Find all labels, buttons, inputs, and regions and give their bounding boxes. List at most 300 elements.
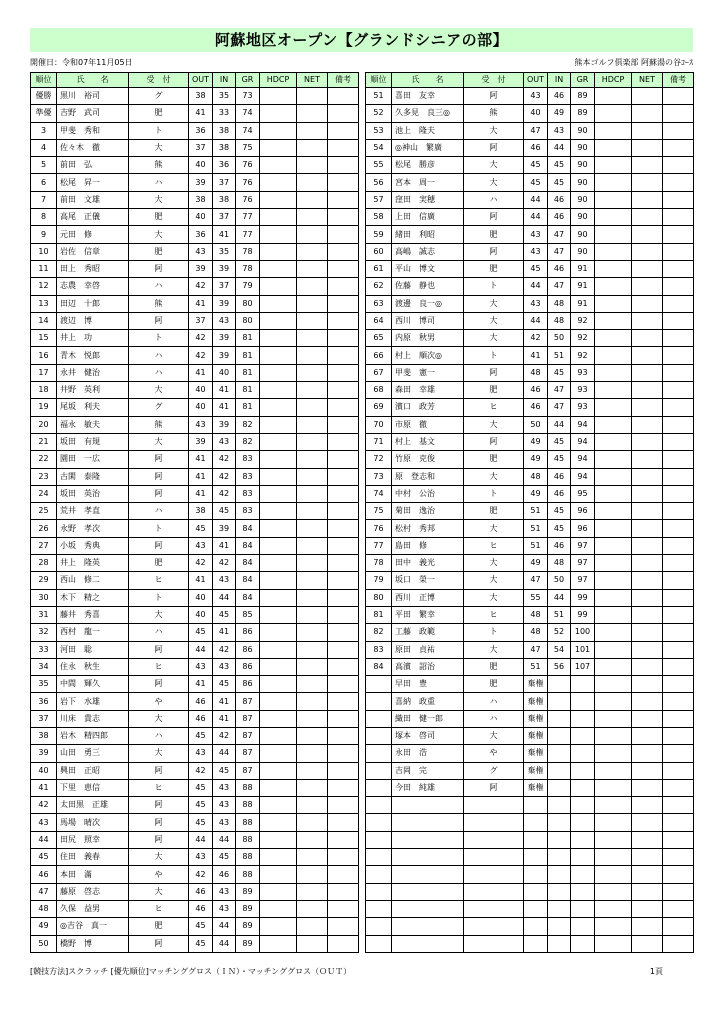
- out-cell: 44: [189, 641, 213, 658]
- net-cell: [632, 520, 663, 537]
- gr-cell: 86: [236, 624, 260, 641]
- net-cell: [297, 727, 328, 744]
- table-row: [366, 797, 694, 814]
- rank-cell: 57: [366, 191, 392, 208]
- table-row: [366, 330, 694, 347]
- club-cell: 大: [464, 157, 524, 174]
- gr-cell: 76: [236, 157, 260, 174]
- gr-cell: 83: [236, 468, 260, 485]
- net-cell: [632, 918, 663, 935]
- table-row: [31, 226, 359, 243]
- name-cell: [392, 797, 464, 814]
- gr-cell: 99: [571, 606, 595, 623]
- club-cell: [464, 918, 524, 935]
- note-cell: [328, 157, 359, 174]
- club-cell: [464, 935, 524, 952]
- note-cell: [663, 589, 694, 606]
- hdcp-cell: [260, 226, 297, 243]
- out-cell: 45: [189, 624, 213, 641]
- net-cell: [297, 624, 328, 641]
- net-cell: [297, 433, 328, 450]
- hdcp-cell: [260, 451, 297, 468]
- header-name: 氏 名: [57, 73, 129, 88]
- club-cell: ヒ: [129, 658, 189, 675]
- hdcp-cell: [260, 779, 297, 796]
- note-cell: [663, 122, 694, 139]
- out-cell: 44: [524, 278, 548, 295]
- rank-cell: [366, 866, 392, 883]
- gr-cell: 82: [236, 433, 260, 450]
- name-cell: 橋野 博: [57, 935, 129, 952]
- note-cell: [663, 416, 694, 433]
- rank-cell: 80: [366, 589, 392, 606]
- table-row: [366, 503, 694, 520]
- hdcp-cell: [260, 624, 297, 641]
- name-cell: 興田 正昭: [57, 762, 129, 779]
- gr-cell: 95: [571, 485, 595, 502]
- event-date: 開催日：令和07年11月05日: [30, 58, 133, 67]
- out-cell: 45: [189, 797, 213, 814]
- hdcp-cell: [595, 727, 632, 744]
- net-cell: [632, 139, 663, 156]
- out-cell: 45: [189, 918, 213, 935]
- gr-cell: 88: [236, 797, 260, 814]
- club-cell: 肥: [129, 555, 189, 572]
- note-cell: [328, 883, 359, 900]
- hdcp-cell: [595, 849, 632, 866]
- table-row: [366, 243, 694, 260]
- table-row: [366, 866, 694, 883]
- table-header-row: [366, 73, 694, 88]
- hdcp-cell: [595, 157, 632, 174]
- in-cell: 47: [548, 226, 571, 243]
- hdcp-cell: [595, 606, 632, 623]
- table-row: [31, 935, 359, 952]
- note-cell: [328, 295, 359, 312]
- gr-cell: [571, 814, 595, 831]
- gr-cell: [571, 849, 595, 866]
- hdcp-cell: [260, 503, 297, 520]
- header-name: 氏 名: [392, 73, 464, 88]
- gr-cell: 94: [571, 451, 595, 468]
- rank-cell: 64: [366, 312, 392, 329]
- hdcp-cell: [260, 520, 297, 537]
- hdcp-cell: [595, 139, 632, 156]
- note-cell: [328, 416, 359, 433]
- hdcp-cell: [260, 537, 297, 554]
- net-cell: [632, 330, 663, 347]
- hdcp-cell: [260, 762, 297, 779]
- note-cell: [328, 641, 359, 658]
- table-row: [31, 572, 359, 589]
- rank-cell: 49: [31, 918, 57, 935]
- meta-row: [30, 57, 693, 69]
- table-row: [31, 88, 359, 105]
- rank-cell: 10: [31, 243, 57, 260]
- note-cell: [328, 918, 359, 935]
- out-cell: 38: [189, 88, 213, 105]
- note-cell: [328, 745, 359, 762]
- net-cell: [297, 347, 328, 364]
- hdcp-cell: [595, 468, 632, 485]
- out-cell: 55: [524, 589, 548, 606]
- gr-cell: 83: [236, 503, 260, 520]
- note-cell: [663, 520, 694, 537]
- name-cell: 濱口 政芳: [392, 399, 464, 416]
- rank-cell: 39: [31, 745, 57, 762]
- rank-cell: 72: [366, 451, 392, 468]
- note-cell: [328, 330, 359, 347]
- hdcp-cell: [260, 676, 297, 693]
- hdcp-cell: [260, 382, 297, 399]
- note-cell: [663, 485, 694, 502]
- hdcp-cell: [260, 295, 297, 312]
- hdcp-cell: [595, 347, 632, 364]
- hdcp-cell: [260, 555, 297, 572]
- header-gr: GR: [571, 73, 595, 88]
- out-cell: [524, 900, 548, 917]
- name-cell: 西村 龍一: [57, 624, 129, 641]
- table-row: [31, 900, 359, 917]
- hdcp-cell: [595, 900, 632, 917]
- name-cell: 岩下 水雄: [57, 693, 129, 710]
- table-row: [366, 451, 694, 468]
- rank-cell: 4: [31, 139, 57, 156]
- hdcp-cell: [260, 88, 297, 105]
- rank-cell: 84: [366, 658, 392, 675]
- note-cell: [328, 676, 359, 693]
- club-cell: 阿: [129, 485, 189, 502]
- name-cell: 渡邊 良一◎: [392, 295, 464, 312]
- in-cell: 43: [213, 900, 236, 917]
- club-cell: や: [129, 866, 189, 883]
- net-cell: [297, 416, 328, 433]
- in-cell: 37: [213, 209, 236, 226]
- hdcp-cell: [260, 641, 297, 658]
- net-cell: [632, 555, 663, 572]
- rank-cell: 53: [366, 122, 392, 139]
- club-cell: や: [464, 745, 524, 762]
- rank-cell: 21: [31, 433, 57, 450]
- rank-cell: [366, 935, 392, 952]
- club-cell: [464, 900, 524, 917]
- hdcp-cell: [260, 399, 297, 416]
- name-cell: 甲斐 秀和: [57, 122, 129, 139]
- hdcp-cell: [260, 572, 297, 589]
- name-cell: 竹原 克俊: [392, 451, 464, 468]
- gr-cell: 88: [236, 779, 260, 796]
- in-cell: 41: [213, 226, 236, 243]
- in-cell: 41: [213, 693, 236, 710]
- table-row: [31, 122, 359, 139]
- rank-cell: 準優: [31, 105, 57, 122]
- club-cell: 大: [129, 745, 189, 762]
- net-cell: [297, 762, 328, 779]
- net-cell: [632, 849, 663, 866]
- rank-cell: 27: [31, 537, 57, 554]
- net-cell: [632, 88, 663, 105]
- in-cell: 50: [548, 330, 571, 347]
- out-cell: 48: [524, 606, 548, 623]
- name-cell: 佐藤 静也: [392, 278, 464, 295]
- club-cell: [464, 797, 524, 814]
- gr-cell: 73: [236, 88, 260, 105]
- rank-cell: 17: [31, 364, 57, 381]
- table-row: [31, 191, 359, 208]
- club-cell: 大: [464, 520, 524, 537]
- table-row: [366, 416, 694, 433]
- gr-cell: 92: [571, 347, 595, 364]
- rank-cell: 3: [31, 122, 57, 139]
- hdcp-cell: [595, 779, 632, 796]
- rank-cell: 65: [366, 330, 392, 347]
- club-cell: 熊: [129, 295, 189, 312]
- hdcp-cell: [595, 710, 632, 727]
- in-cell: 43: [213, 797, 236, 814]
- club-cell: 肥: [464, 260, 524, 277]
- out-cell: 50: [524, 416, 548, 433]
- hdcp-cell: [260, 883, 297, 900]
- in-cell: [548, 831, 571, 848]
- club-cell: 阿: [464, 88, 524, 105]
- out-cell: 49: [524, 485, 548, 502]
- club-cell: 大: [129, 849, 189, 866]
- hdcp-cell: [260, 727, 297, 744]
- rank-cell: 48: [31, 900, 57, 917]
- hdcp-cell: [260, 330, 297, 347]
- note-cell: [663, 399, 694, 416]
- name-cell: 坂田 英治: [57, 485, 129, 502]
- rank-cell: [366, 831, 392, 848]
- header-club: 受 付: [129, 73, 189, 88]
- out-cell: 41: [189, 295, 213, 312]
- table-row: [31, 762, 359, 779]
- club-cell: 大: [129, 191, 189, 208]
- net-cell: [297, 606, 328, 623]
- in-cell: 51: [548, 606, 571, 623]
- club-cell: ハ: [129, 347, 189, 364]
- net-cell: [297, 105, 328, 122]
- club-cell: 肥: [464, 658, 524, 675]
- hdcp-cell: [260, 312, 297, 329]
- gr-cell: 100: [571, 624, 595, 641]
- hdcp-cell: [595, 312, 632, 329]
- note-cell: [663, 900, 694, 917]
- club-cell: グ: [129, 88, 189, 105]
- net-cell: [632, 710, 663, 727]
- in-cell: 45: [213, 849, 236, 866]
- out-cell: 36: [189, 226, 213, 243]
- in-cell: [548, 762, 571, 779]
- rank-cell: [366, 814, 392, 831]
- in-cell: 39: [213, 347, 236, 364]
- in-cell: 39: [213, 520, 236, 537]
- net-cell: [297, 295, 328, 312]
- name-cell: 吉野 武司: [57, 105, 129, 122]
- note-cell: [328, 537, 359, 554]
- name-cell: 島田 修: [392, 537, 464, 554]
- gr-cell: 86: [236, 658, 260, 675]
- name-cell: 永井 健治: [57, 364, 129, 381]
- out-cell: 37: [189, 139, 213, 156]
- name-cell: 喜田 友幸: [392, 88, 464, 105]
- in-cell: 35: [213, 88, 236, 105]
- net-cell: [632, 831, 663, 848]
- out-cell: 51: [524, 503, 548, 520]
- net-cell: [297, 174, 328, 191]
- hdcp-cell: [595, 226, 632, 243]
- name-cell: 小坂 秀典: [57, 537, 129, 554]
- hdcp-cell: [260, 797, 297, 814]
- gr-cell: 75: [236, 139, 260, 156]
- note-cell: [328, 849, 359, 866]
- hdcp-cell: [260, 157, 297, 174]
- name-cell: 藤井 秀喜: [57, 606, 129, 623]
- gr-cell: 97: [571, 572, 595, 589]
- gr-cell: 81: [236, 382, 260, 399]
- note-cell: [663, 243, 694, 260]
- rank-cell: 78: [366, 555, 392, 572]
- gr-cell: 81: [236, 347, 260, 364]
- results-body-left: [31, 88, 359, 953]
- hdcp-cell: [595, 883, 632, 900]
- hdcp-cell: [260, 831, 297, 848]
- net-cell: [632, 485, 663, 502]
- rank-cell: 44: [31, 831, 57, 848]
- net-cell: [297, 849, 328, 866]
- out-cell: 46: [189, 693, 213, 710]
- out-cell: 40: [189, 209, 213, 226]
- table-row: [31, 537, 359, 554]
- rank-cell: 68: [366, 382, 392, 399]
- note-cell: [328, 243, 359, 260]
- in-cell: 45: [548, 503, 571, 520]
- in-cell: 46: [548, 537, 571, 554]
- rank-cell: [366, 745, 392, 762]
- hdcp-cell: [260, 814, 297, 831]
- note-cell: [328, 814, 359, 831]
- gr-cell: 87: [236, 710, 260, 727]
- hdcp-cell: [260, 935, 297, 952]
- in-cell: 38: [213, 191, 236, 208]
- note-cell: [663, 606, 694, 623]
- hdcp-cell: [595, 382, 632, 399]
- gr-cell: 81: [236, 399, 260, 416]
- out-cell: [524, 918, 548, 935]
- out-cell: 40: [189, 399, 213, 416]
- gr-cell: 90: [571, 139, 595, 156]
- out-cell: [524, 866, 548, 883]
- club-cell: ト: [464, 347, 524, 364]
- name-cell: 池上 隆夫: [392, 122, 464, 139]
- in-cell: 44: [548, 589, 571, 606]
- table-row: [366, 347, 694, 364]
- table-row: [31, 174, 359, 191]
- rank-cell: 66: [366, 347, 392, 364]
- hdcp-cell: [260, 278, 297, 295]
- gr-cell: [571, 797, 595, 814]
- out-cell: 46: [189, 883, 213, 900]
- in-cell: 45: [548, 451, 571, 468]
- net-cell: [632, 606, 663, 623]
- net-cell: [297, 589, 328, 606]
- table-row: [31, 139, 359, 156]
- name-cell: 井上 功: [57, 330, 129, 347]
- in-cell: 36: [213, 157, 236, 174]
- in-cell: 38: [213, 139, 236, 156]
- table-row: [31, 399, 359, 416]
- rank-cell: 25: [31, 503, 57, 520]
- club-cell: ハ: [129, 364, 189, 381]
- hdcp-cell: [595, 485, 632, 502]
- out-cell: 棄権: [524, 710, 548, 727]
- net-cell: [297, 537, 328, 554]
- table-row: [366, 537, 694, 554]
- table-row: [366, 814, 694, 831]
- club-cell: 大: [464, 727, 524, 744]
- out-cell: 43: [189, 537, 213, 554]
- rank-cell: 83: [366, 641, 392, 658]
- rank-cell: 16: [31, 347, 57, 364]
- net-cell: [632, 797, 663, 814]
- club-cell: 肥: [129, 209, 189, 226]
- name-cell: [392, 935, 464, 952]
- out-cell: 42: [189, 330, 213, 347]
- net-cell: [297, 555, 328, 572]
- note-cell: [663, 191, 694, 208]
- hdcp-cell: [595, 572, 632, 589]
- net-cell: [297, 572, 328, 589]
- net-cell: [297, 139, 328, 156]
- out-cell: 39: [189, 260, 213, 277]
- out-cell: 41: [189, 485, 213, 502]
- hdcp-cell: [595, 278, 632, 295]
- header-note: 備考: [663, 73, 694, 88]
- rank-cell: 7: [31, 191, 57, 208]
- in-cell: 43: [213, 658, 236, 675]
- in-cell: 47: [548, 382, 571, 399]
- note-cell: [663, 883, 694, 900]
- rank-cell: 71: [366, 433, 392, 450]
- note-cell: [663, 814, 694, 831]
- table-row: [366, 589, 694, 606]
- club-cell: 阿: [129, 451, 189, 468]
- in-cell: 46: [548, 468, 571, 485]
- gr-cell: 90: [571, 174, 595, 191]
- club-cell: 阿: [129, 814, 189, 831]
- table-row: [366, 399, 694, 416]
- out-cell: 47: [524, 572, 548, 589]
- net-cell: [632, 226, 663, 243]
- note-cell: [328, 779, 359, 796]
- table-row: [31, 243, 359, 260]
- in-cell: 43: [213, 779, 236, 796]
- gr-cell: 78: [236, 243, 260, 260]
- net-cell: [632, 278, 663, 295]
- out-cell: 41: [524, 347, 548, 364]
- name-cell: 佐々木 徹: [57, 139, 129, 156]
- in-cell: [548, 918, 571, 935]
- out-cell: 45: [189, 935, 213, 952]
- club-cell: 肥: [464, 382, 524, 399]
- header-net: NET: [297, 73, 328, 88]
- in-cell: 46: [548, 191, 571, 208]
- hdcp-cell: [595, 364, 632, 381]
- table-row: [31, 364, 359, 381]
- name-cell: 菊田 逸治: [392, 503, 464, 520]
- hdcp-cell: [595, 693, 632, 710]
- in-cell: [548, 900, 571, 917]
